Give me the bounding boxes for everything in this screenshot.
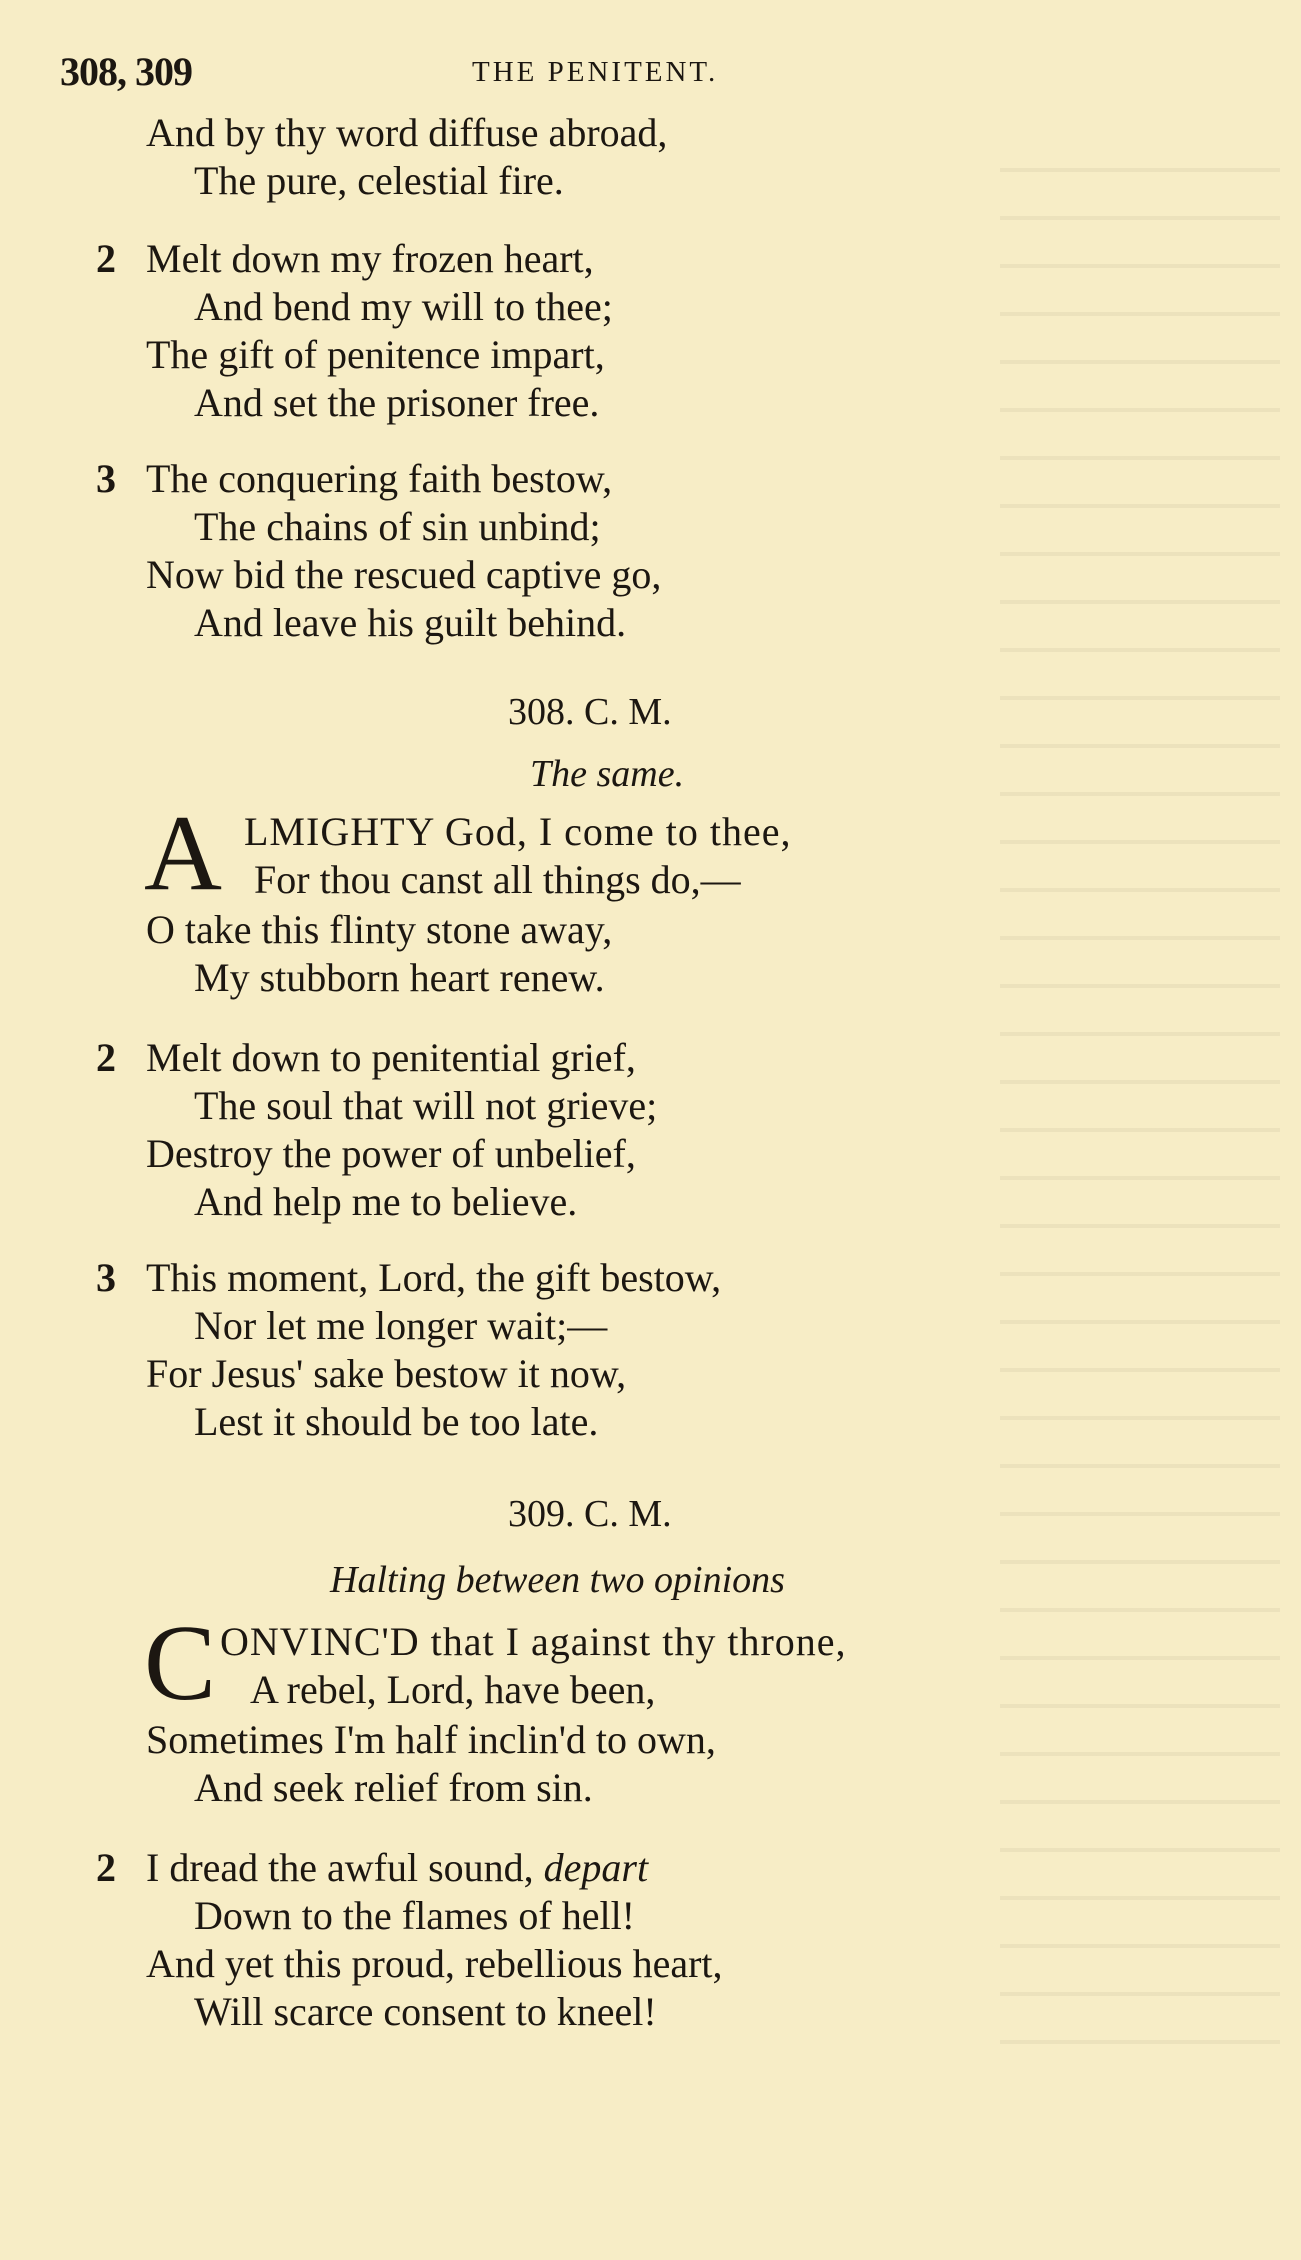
hymn-heading: 309. C. M. [508,1493,672,1535]
verse-line: And seek relief from sin. [194,1765,593,1810]
running-title: THE PENITENT. [472,56,719,88]
verse-line: And set the prisoner free. [194,380,600,425]
verse-line: This moment, Lord, the gift bestow, [146,1255,722,1300]
dropcap: C [144,1604,217,1723]
verse-line: Melt down my frozen heart, [146,236,594,281]
verse-line: The conquering faith bestow, [146,456,613,501]
verse-line: The soul that will not grieve; [194,1083,658,1128]
verse-line: Will scarce consent to kneel! [194,1989,657,2034]
verse-line: LMIGHTY God, I come to thee, [244,809,792,854]
verse-line: Sometimes I'm half inclin'd to own, [146,1717,716,1762]
verse-line-start: I dread the awful sound, [146,1845,544,1890]
verse-number: 3 [96,456,116,501]
verse-line-italic: depart [543,1845,649,1890]
verse-line: Destroy the power of unbelief, [146,1131,636,1176]
verse-line: And help me to believe. [194,1179,578,1224]
verse-line: For thou canst all things do,— [254,857,741,902]
hymn-subtitle: The same. [530,753,685,795]
verse-line: O take this flinty stone away, [146,907,613,952]
verse-line [146,1844,648,1892]
verse-line: And yet this proud, rebellious heart, [146,1941,723,1986]
verse-number: 2 [96,1035,116,1080]
verse-line: Melt down to penitential grief, [146,1035,636,1080]
verse-line: Nor let me longer wait;— [194,1303,608,1348]
running-head [60,48,960,98]
verse-line: And leave his guilt behind. [194,600,627,645]
verse-line: The chains of sin unbind; [194,504,601,549]
hymn307-line: The pure, celestial fire. [194,158,564,203]
verse-number: 2 [96,236,116,281]
verse-line: For Jesus' sake bestow it now, [146,1351,627,1396]
bleed-through-text [1000,130,1280,2080]
verse-number: 2 [96,1845,116,1890]
verse-line: A rebel, Lord, have been, [250,1667,656,1712]
verse-line: And bend my will to thee; [194,284,613,329]
hymn-heading: 308. C. M. [508,691,672,733]
verse-line: Down to the flames of hell! [194,1893,635,1938]
verse-line: My stubborn heart renew. [194,955,605,1000]
verse-line: Now bid the rescued captive go, [146,552,662,597]
verse-line: Lest it should be too late. [194,1399,599,1444]
hymn307-line: And by thy word diffuse abroad, [146,110,668,155]
verse-number: 3 [96,1255,116,1300]
verse-line: ONVINC'D that I against thy throne, [220,1619,847,1664]
page-number: 308, 309 [60,49,192,94]
verse-line: The gift of penitence impart, [146,332,605,377]
dropcap: A [144,794,222,913]
hymn-subtitle: Halting between two opinions [330,1559,785,1601]
